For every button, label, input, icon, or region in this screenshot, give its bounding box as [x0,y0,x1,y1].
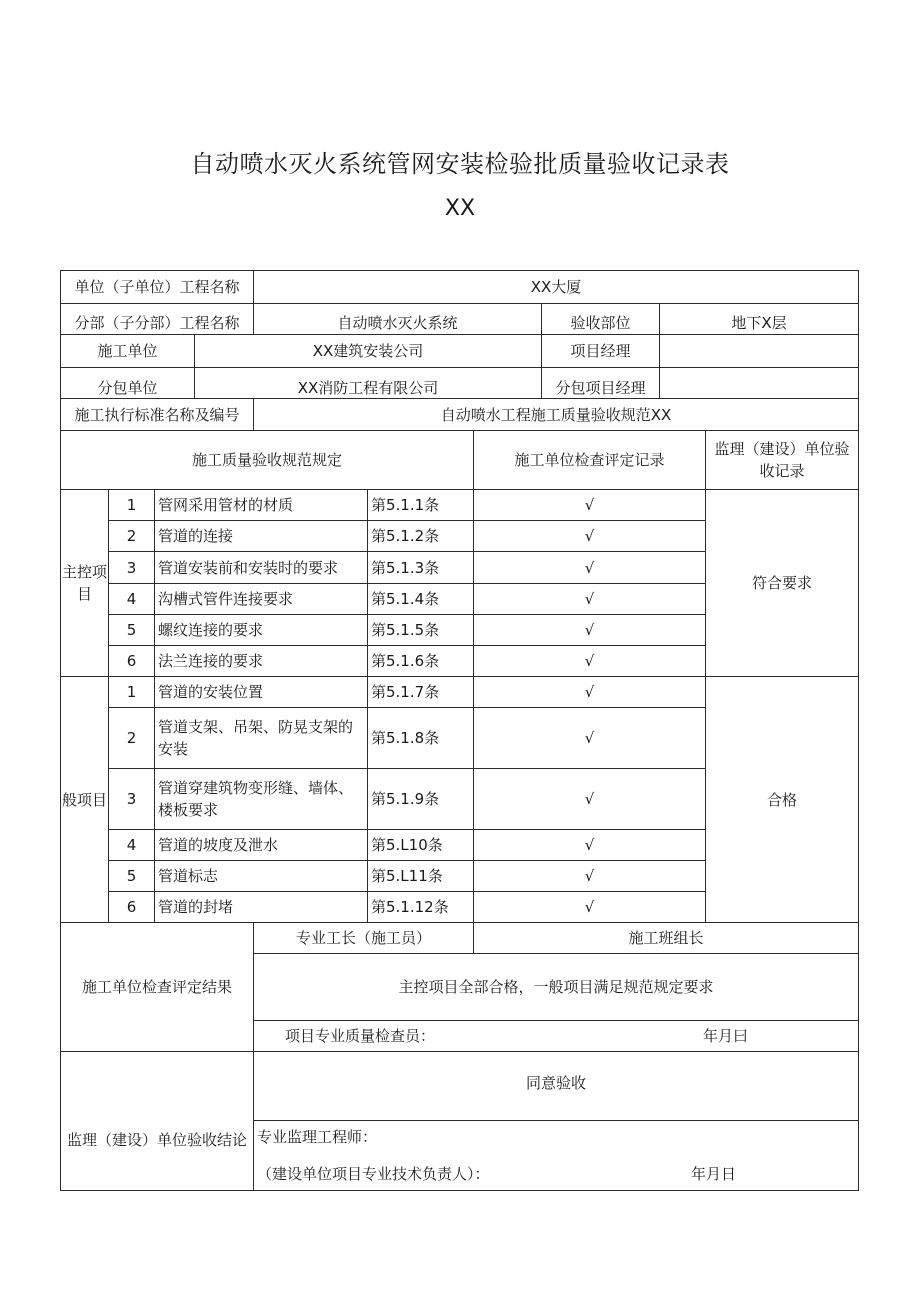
foreman-label: 专业工长（施工员） [295,929,431,947]
supervisor-date-label: 年月日 [691,1165,737,1183]
general-item-no: 2 [126,729,137,747]
unit-name-label: 单位（子单位）工程名称 [74,278,240,296]
contractor-result-label: 施工单位检查评定结果 [81,978,232,996]
table-border-bottom [60,1190,859,1191]
contractor-check-column-header: 施工单位检查评定记录 [514,451,665,469]
main-control-label [61,490,108,676]
main-item-no: 3 [126,558,137,577]
main-item-no: 2 [126,527,137,545]
main-item-check: √ [584,621,595,639]
sub-project-manager-value [660,368,858,398]
project-manager-value [660,335,858,367]
subcontractor-label: 分包单位 [97,379,158,397]
sub-project-manager-label: 分包项目经理 [555,379,646,397]
general-item-check: √ [584,836,595,854]
main-control-result: 符合要求 [751,574,812,592]
main-item-no: 6 [126,652,137,670]
general-item-no: 1 [126,683,137,701]
main-item-desc: 管道安装前和安装时的要求 [158,558,339,577]
main-item-clause: 第5.1.1条 [371,496,440,514]
main-item-no: 4 [126,590,137,608]
general-item-clause: 第5.1.7条 [371,683,440,701]
general-item-check: √ [584,729,595,747]
contractor-label: 施工单位 [97,342,158,360]
main-item-clause: 第5.1.6条 [371,652,440,670]
contractor-value: XX建筑安装公司 [312,342,424,360]
supervisor-conclusion: 同意验收 [525,1074,586,1092]
main-item-desc: 法兰连接的要求 [158,652,264,670]
general-items-label: 般项目 [61,790,107,809]
standard-label: 施工执行标准名称及编号 [74,405,240,424]
general-item-desc [155,769,367,829]
supervising-engineer-label: 专业监理工程师： [257,1128,378,1146]
main-item-desc: 沟槽式管件连接要求 [158,590,294,608]
general-item-no: 4 [126,836,137,854]
general-item-desc-line2: 安装 [158,740,189,758]
inspection-location-value: 地下X层 [731,314,787,332]
inspection-record-table [60,270,859,1191]
general-item-desc: 管道的封堵 [158,898,234,916]
subunit-name-value: 自动喷水灭火系统 [337,314,458,332]
general-item-desc [155,708,367,768]
main-item-clause: 第5.1.3条 [371,558,440,577]
standard-value: 自动喷水工程施工质量验收规范XX [440,405,672,424]
owner-technical-lead-label: （建设单位项目专业技术负责人）： [257,1165,490,1183]
general-item-desc-line2: 楼板要求 [158,801,219,819]
quality-inspector-label: 项目专业质量检查员： [285,1027,436,1045]
main-item-desc: 管道的连接 [158,527,234,545]
general-item-desc-line1: 管道支架、吊架、防晃支架的 [158,718,354,736]
main-item-check: √ [584,590,595,608]
unit-name-value: XX大厦 [530,278,582,296]
main-item-desc: 螺纹连接的要求 [158,621,264,639]
team-leader-label: 施工班组长 [628,929,704,947]
main-item-no: 1 [126,496,137,514]
supervisor-record-header-line2: 收记录 [759,462,805,480]
page-subtitle: XX [444,196,476,221]
subunit-name-label: 分部（子分部）工程名称 [74,314,240,332]
main-item-clause: 第5.1.2条 [371,527,440,545]
page-title: 自动喷水灭火系统管网安装检验批质量验收记录表 [190,150,730,178]
general-item-clause: 第5.L10条 [371,836,443,854]
spec-column-header: 施工质量验收规范规定 [191,451,342,469]
main-item-desc: 管网采用管材的材质 [158,496,294,514]
supervisor-result-label: 监理（建设）单位验收结论 [66,1131,247,1149]
general-item-clause: 第5.L11条 [371,867,443,885]
subcontractor-value: XX消防工程有限公司 [297,379,439,397]
general-item-clause: 第5.1.8条 [371,729,440,747]
general-item-check: √ [584,790,595,808]
supervisor-record-header-line1: 监理（建设）单位验 [714,440,850,458]
general-item-no: 5 [126,867,137,885]
general-item-desc: 管道的安装位置 [158,683,264,701]
general-item-check: √ [584,898,595,916]
main-item-clause: 第5.1.5条 [371,621,440,639]
general-item-no: 6 [126,898,137,916]
general-item-check: √ [584,683,595,701]
main-item-check: √ [584,527,595,545]
main-item-no: 5 [126,621,137,639]
contractor-date-label: 年月曰 [703,1027,749,1045]
general-item-clause: 第5.1.12条 [371,898,449,916]
main-item-clause: 第5.1.4条 [371,590,440,608]
project-manager-label: 项目经理 [570,342,631,360]
general-items-result: 合格 [766,790,797,809]
main-control-label-line2: 目 [76,585,92,603]
general-item-clause: 第5.1.9条 [371,790,440,808]
table-border-right [858,270,859,1191]
general-item-desc: 管道标志 [158,867,219,885]
main-control-label-line1: 主控项 [61,563,107,581]
contractor-conclusion: 主控项目全部合格，一般项目满足规范规定要求 [398,978,714,996]
general-item-desc-line1: 管道穿建筑物变形缝、墙体、 [158,779,354,797]
general-item-no: 3 [126,790,137,808]
main-item-check: √ [584,652,595,670]
supervisor-record-column-header [706,431,858,489]
general-item-check: √ [584,867,595,885]
main-item-check: √ [584,496,595,514]
main-item-check: √ [584,558,595,577]
inspection-location-label: 验收部位 [570,314,631,332]
general-item-desc: 管道的坡度及泄水 [158,836,279,854]
row-divider [253,1120,859,1121]
